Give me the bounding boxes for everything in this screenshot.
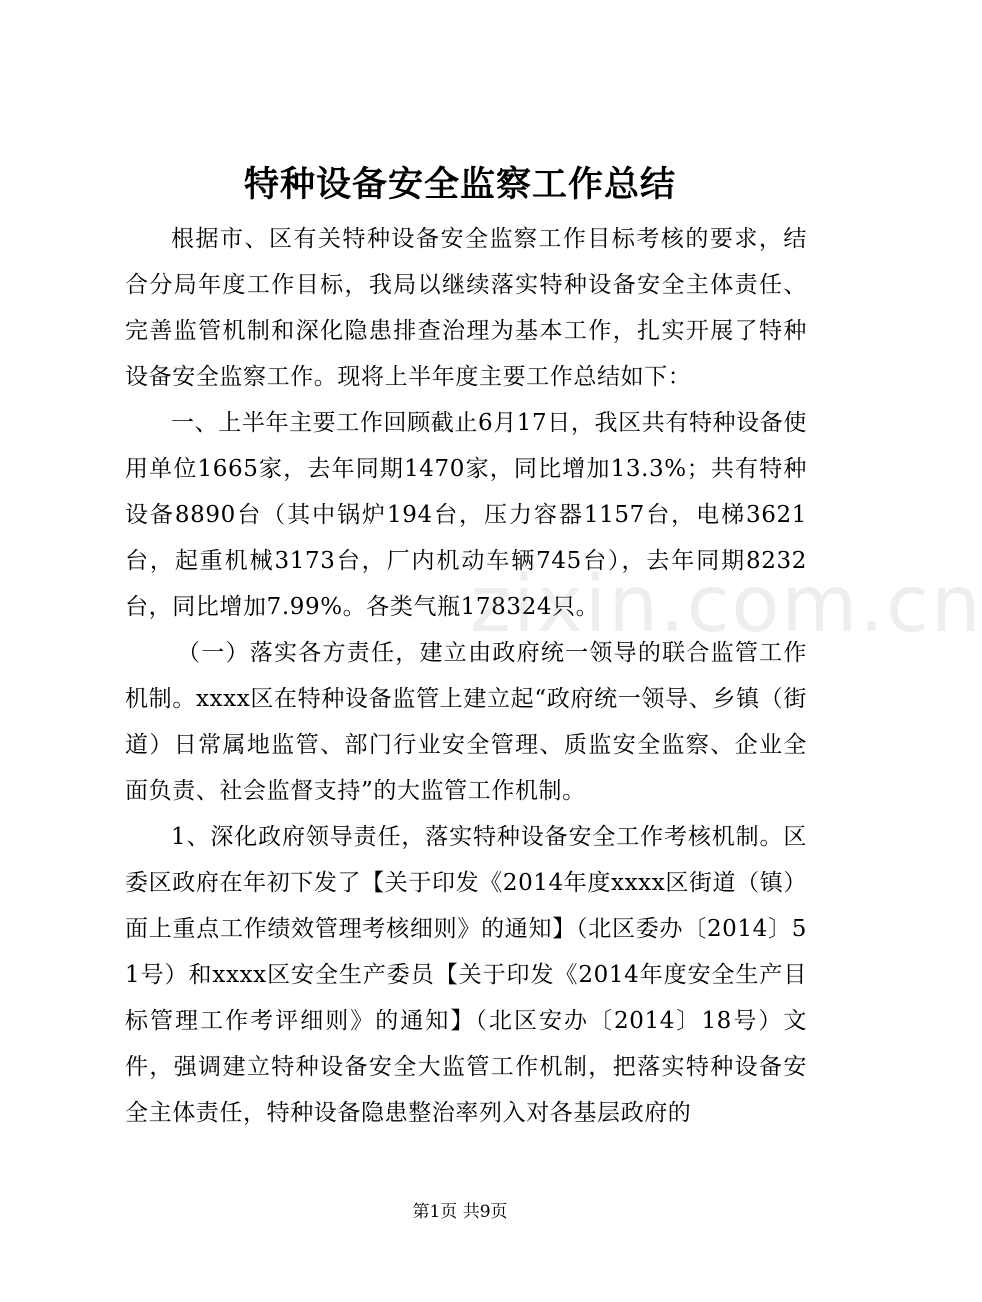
page-footer: 第1页 共9页	[412, 1202, 508, 1222]
paragraph-section-1: （一）落实各方责任，建立由政府统一领导的联合监管工作机制。xxxx区在特种设备监管上建立起“政府统一领导、乡镇（街道）日常属地监管、部门行业安全管理、质监安全监察、企业全面负责、社会监督支持”的大监管工作机制。	[125, 640, 807, 804]
paragraph-item-1: 1、深化政府领导责任，落实特种设备安全工作考核机制。区委区政府在年初下发了【关于印发《2014年度xxxx区街道（镇）面上重点工作绩效管理考核细则》的通知】（北区委办〔2014〕51号）和xxxx区安全生产委员【关于印发《2014年度安全生产目标管理工作考评细则》的通知】（北区安办〔2014〕18号）文件，强调建立特种设备安全大监管工作机制，把落实特种设备安全主体责任，特种设备隐患整治率列入对各基层政府的	[125, 824, 807, 1126]
paragraph-review: 一、上半年主要工作回顾截止6月17日，我区共有特种设备使用单位1665家，去年同期1470家，同比增加13.3%；共有特种设备8890台（其中锅炉194台，压力容器1157台，电梯3621台，起重机械3173台，厂内机动车辆745台），去年同期8232台，同比增加7.99%。各类气瓶178324只。	[125, 410, 807, 620]
watermark-text: zixin.com.cn	[470, 560, 982, 650]
document-title: 特种设备安全监察工作总结	[243, 164, 676, 205]
paragraph-intro: 根据市、区有关特种设备安全监察工作目标考核的要求，结合分局年度工作目标，我局以继续落实特种设备安全主体责任、完善监管机制和深化隐患排查治理为基本工作，扎实开展了特种设备安全监察工作。现将上半年度主要工作总结如下：	[125, 226, 807, 390]
document-body	[125, 216, 807, 1136]
